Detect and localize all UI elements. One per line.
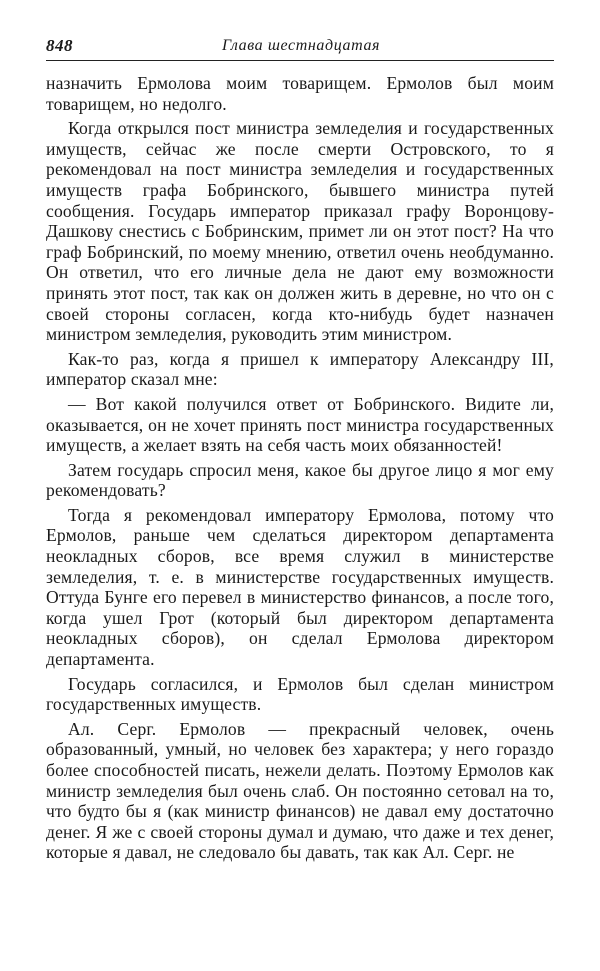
paragraph: Затем государь спросил меня, какое бы другое лицо я мог ему рекомендовать? xyxy=(46,459,554,501)
book-page xyxy=(46,34,554,867)
paragraph: Тогда я рекомендовал императору Ермолова, потому что Ермолов, раньше чем сделаться директором департамента неокладных сборов, все время служил в министерстве земледелия, т. е. в министерстве государственных имуществ. Оттуда Бунге его перевел в министерство финансов, а после того, когда ушел Грот (который был директором департамента неокладных сборов), он сделал Ермолова директором департамента. xyxy=(46,504,554,670)
paragraph-continuation: назначить Ермолова моим товарищем. Ермолов был моим товарищем, но недолго. xyxy=(46,73,554,114)
page-number: 848 xyxy=(46,36,73,55)
paragraph-dialog: — Вот какой получился ответ от Бобринского. Видите ли, оказывается, он не хочет принять пост министра государственных имуществ, а желает взять на себя часть моих обязанностей! xyxy=(46,393,554,456)
paragraph: Как-то раз, когда я пришел к императору Александру III, император сказал мне: xyxy=(46,348,554,390)
paragraph: Государь согласился, и Ермолов был сделан министром государственных имуществ. xyxy=(46,673,554,715)
page-header xyxy=(46,34,554,61)
paragraph: Ал. Серг. Ермолов — прекрасный человек, очень образованный, умный, но человек без характера; у него гораздо более способностей писать, нежели делать. Поэтому Ермолов как министр земледелия был очень слаб. Он постоянно сетовал на то, что будто бы я (как министр финансов) не давал ему достаточно денег. Я же с своей стороны думал и думаю, что даже и тех денег, которые я давал, не следовало бы давать, так как Ал. Серг. не xyxy=(46,718,554,863)
body-text xyxy=(46,73,554,863)
paragraph: Когда открылся пост министра земледелия и государственных имуществ, сейчас же после смерти Островского, то я рекомендовал на пост министра земледелия и государственных имуществ графа Бобринского, бывшего министра путей сообщения. Государь император приказал графу Воронцову-Дашкову снестись с Бобринским, примет ли он этот пост? На что граф Бобринский, по моему мнению, ответил очень необдуманно. Он ответил, что его личные дела не дают ему возможности принять этот пост, так как он должен жить в деревне, но что он с своей стороны согласен, когда кто-нибудь будет назначен министром земледелия, руководить этим министром. xyxy=(46,118,554,345)
running-head: Глава шестнадцатая xyxy=(222,37,381,54)
